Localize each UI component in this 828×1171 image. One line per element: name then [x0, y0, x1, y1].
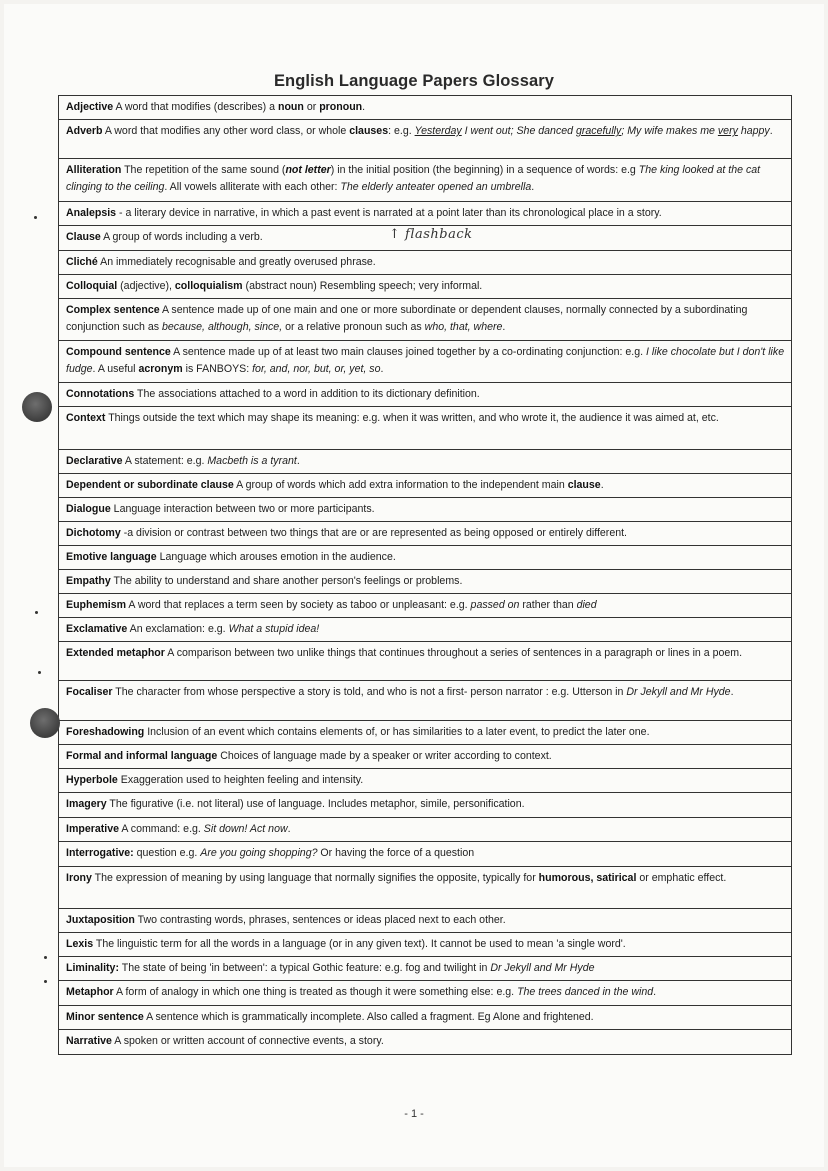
glossary-row-metaphor: Metaphor A form of analogy in which one thing is treated as though it were something else: e.g. The trees danced in the wind. — [59, 981, 791, 1006]
glossary-row-adverb: Adverb A word that modifies any other word class, or whole clauses: e.g. Yesterday I went out; She danced gracefully; My wife makes me very happy. — [59, 120, 791, 159]
glossary-row-context: Context Things outside the text which may shape its meaning: e.g. when it was written, and who wrote it, the audience it was aimed at, etc. — [59, 407, 791, 450]
glossary-row-dependent-clause: Dependent or subordinate clause A group of words which add extra information to the independent main clause. — [59, 474, 791, 498]
glossary-row-extended-metaphor: Extended metaphor A comparison between two unlike things that continues throughout a series of sentences in a paragraph or lines in a poem. — [59, 642, 791, 681]
punch-hole-top — [22, 392, 52, 422]
glossary-row-declarative: Declarative A statement: e.g. Macbeth is a tyrant. — [59, 450, 791, 474]
glossary-row-foreshadowing: Foreshadowing Inclusion of an event which contains elements of, or has similarities to a later event, to predict the later one. — [59, 721, 791, 745]
page-title: English Language Papers Glossary — [273, 72, 555, 90]
glossary-row-euphemism: Euphemism A word that replaces a term seen by society as taboo or unpleasant: e.g. passed on rather than died — [59, 594, 791, 618]
glossary-row-imperative: Imperative A command: e.g. Sit down! Act now. — [59, 818, 791, 842]
glossary-row-cliche: Cliché An immediately recognisable and greatly overused phrase. — [59, 251, 791, 275]
margin-dot — [38, 671, 41, 674]
glossary-row-adjective: Adjective A word that modifies (describes) a noun or pronoun. — [59, 96, 791, 120]
glossary-row-dialogue: Dialogue Language interaction between two or more participants. — [59, 498, 791, 522]
glossary-row-colloquial: Colloquial (adjective), colloquialism (abstract noun) Resembling speech; very informal. — [59, 275, 791, 299]
glossary-row-liminality: Liminality: The state of being 'in between': a typical Gothic feature: e.g. fog and twilight in Dr Jekyll and Mr Hyde — [59, 957, 791, 981]
margin-dot — [44, 956, 47, 959]
glossary-row-hyperbole: Hyperbole Exaggeration used to heighten feeling and intensity. — [59, 769, 791, 793]
glossary-row-alliteration: Alliteration The repetition of the same sound (not letter) in the initial position (the beginning) in a sequence of words: e.g The king looked at the cat clinging to the ceiling. All vowels alliterate with each other: The elderly anteater opened an umbrella. — [59, 159, 791, 202]
glossary-row-exclamative: Exclamative An exclamation: e.g. What a stupid idea! — [59, 618, 791, 642]
glossary-table — [58, 95, 792, 1055]
glossary-row-lexis: Lexis The linguistic term for all the words in a language (or in any given text). It cannot be used to mean 'a single word'. — [59, 933, 791, 957]
glossary-row-emotive-language: Emotive language Language which arouses emotion in the audience. — [59, 546, 791, 570]
glossary-row-narrative: Narrative A spoken or written account of connective events, a story. — [59, 1030, 791, 1055]
glossary-row-irony: Irony The expression of meaning by using language that normally signifies the opposite, typically for humorous, satirical or emphatic effect. — [59, 867, 791, 909]
margin-dot — [34, 216, 37, 219]
glossary-row-clause: Clause A group of words including a verb. ↑ flashback — [59, 226, 791, 251]
glossary-row-juxtaposition: Juxtaposition Two contrasting words, phrases, sentences or ideas placed next to each other. — [59, 909, 791, 933]
glossary-row-minor-sentence: Minor sentence A sentence which is grammatically incomplete. Also called a fragment. Eg Alone and frightened. — [59, 1006, 791, 1030]
glossary-row-interrogative: Interrogative: question e.g. Are you going shopping? Or having the force of a question — [59, 842, 791, 867]
page-number: - 1 - — [404, 1108, 424, 1120]
glossary-row-focaliser: Focaliser The character from whose perspective a story is told, and who is not a first- person narrator : e.g. Utterson in Dr Jekyll and Mr Hyde. — [59, 681, 791, 721]
handwritten-note: ↑ flashback — [389, 227, 473, 242]
glossary-row-formal-informal-language: Formal and informal language Choices of language made by a speaker or writer according to context. — [59, 745, 791, 769]
glossary-row-empathy: Empathy The ability to understand and share another person's feelings or problems. — [59, 570, 791, 594]
glossary-row-analepsis: Analepsis - a literary device in narrative, in which a past event is narrated at a point later than its chronological place in a story. — [59, 202, 791, 226]
margin-dot — [44, 980, 47, 983]
margin-dot — [35, 611, 38, 614]
punch-hole-bottom — [30, 708, 60, 738]
glossary-row-dichotomy: Dichotomy -a division or contrast between two things that are or are represented as being opposed or entirely different. — [59, 522, 791, 546]
glossary-row-complex-sentence: Complex sentence A sentence made up of one main and one or more subordinate or dependent clauses, normally connected by a subordinating conjunction such as because, although, since, or a relative pronoun such as who, that, where. — [59, 299, 791, 341]
glossary-row-connotations: Connotations The associations attached to a word in addition to its dictionary definition. — [59, 383, 791, 407]
glossary-row-compound-sentence: Compound sentence A sentence made up of at least two main clauses joined together by a co-ordinating conjunction: e.g. I like chocolate but I don't like fudge. A useful acronym is FANBOYS: for, and, nor, but, or, yet, so. — [59, 341, 791, 383]
glossary-row-imagery: Imagery The figurative (i.e. not literal) use of language. Includes metaphor, simile, personification. — [59, 793, 791, 818]
